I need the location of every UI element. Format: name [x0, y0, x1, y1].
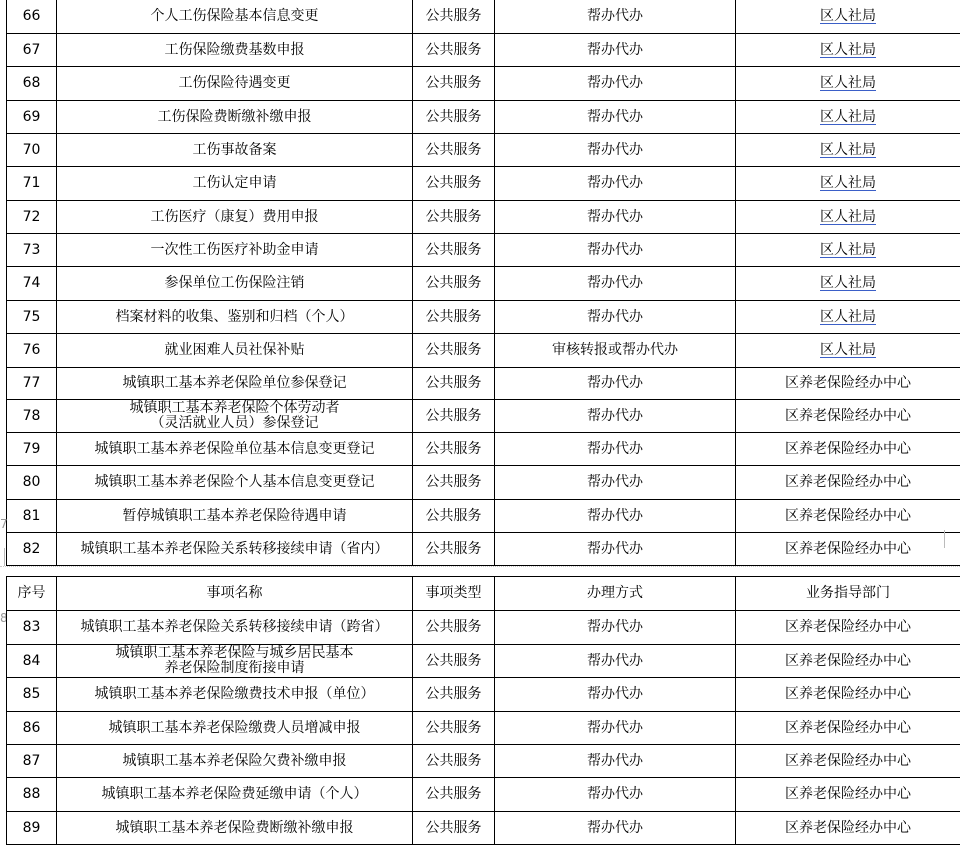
- table-row: [7, 0, 960, 34]
- cell-type: [413, 466, 495, 500]
- cell-method-text: 帮办代办: [587, 408, 643, 424]
- cell-no-text: 80: [23, 474, 41, 490]
- cell-type: [413, 0, 495, 34]
- cell-method-text: 帮办代办: [587, 753, 643, 769]
- cell-no-text: 67: [23, 42, 41, 58]
- cell-name-line-2: （灵活就业人员）参保登记: [59, 416, 410, 431]
- cell-no: [7, 678, 57, 712]
- cell-no-text: 85: [23, 686, 41, 702]
- cell-method: [495, 778, 736, 812]
- cell-name: [57, 368, 413, 400]
- cell-no: [7, 466, 57, 500]
- cell-no-text: 70: [23, 142, 41, 158]
- table-row: [7, 134, 960, 167]
- cell-method-text: 帮办代办: [587, 109, 643, 125]
- cell-name: [57, 712, 413, 745]
- cell-type-text: 公共服务: [426, 109, 482, 125]
- table-row: [7, 34, 960, 67]
- cell-dept: [736, 645, 960, 678]
- cell-name-text: 城镇职工基本养老保险关系转移接续申请（跨省）: [81, 619, 389, 635]
- cell-dept-text: 区人社局: [820, 142, 876, 158]
- cell-dept-text: 区养老保险经办中心: [785, 686, 911, 702]
- cell-dept: [736, 267, 960, 301]
- cell-name: [57, 745, 413, 778]
- cell-dept: [736, 334, 960, 368]
- cell-name: [57, 101, 413, 134]
- header-type: 事项类型: [413, 577, 495, 611]
- cell-no: [7, 0, 57, 34]
- cell-name-text: 城镇职工基本养老保险单位基本信息变更登记: [95, 441, 375, 457]
- cell-method: [495, 267, 736, 301]
- cell-dept-text: 区人社局: [820, 8, 876, 24]
- table-row: [7, 67, 960, 101]
- cell-name-text: 档案材料的收集、鉴别和归档（个人）: [116, 309, 354, 325]
- cell-type-text: 公共服务: [426, 309, 482, 325]
- cell-no-text: 74: [23, 275, 41, 291]
- cell-method-text: 帮办代办: [587, 242, 643, 258]
- cell-dept: [736, 301, 960, 334]
- cell-type-text: 公共服务: [426, 441, 482, 457]
- cell-type-text: 公共服务: [426, 142, 482, 158]
- cell-method: [495, 745, 736, 778]
- cell-type: [413, 400, 495, 433]
- cell-name: [57, 234, 413, 267]
- cell-dept: [736, 500, 960, 533]
- cell-type-text: 公共服务: [426, 619, 482, 635]
- cell-method-text: 帮办代办: [587, 474, 643, 490]
- cell-no: [7, 368, 57, 400]
- cell-type: [413, 201, 495, 234]
- cell-dept: [736, 533, 960, 566]
- cell-dept-text: 区养老保险经办中心: [785, 408, 911, 424]
- cell-dept: [736, 466, 960, 500]
- cell-no-text: 66: [23, 8, 41, 24]
- cell-no: [7, 712, 57, 745]
- cell-method-text: 帮办代办: [587, 653, 643, 669]
- cell-dept: [736, 433, 960, 466]
- cell-method-text: 帮办代办: [587, 619, 643, 635]
- cell-no-text: 71: [23, 175, 41, 191]
- cell-no-text: 77: [23, 375, 41, 391]
- table-row: [7, 533, 960, 566]
- cell-name: [57, 201, 413, 234]
- cell-no: [7, 67, 57, 101]
- table-row: [7, 745, 960, 778]
- cell-dept-text: 区养老保险经办中心: [785, 441, 911, 457]
- cell-method: [495, 500, 736, 533]
- cell-method-text: 帮办代办: [587, 42, 643, 58]
- cell-type-text: 公共服务: [426, 820, 482, 836]
- cell-method-text: 审核转报或帮办代办: [552, 342, 678, 358]
- cell-no-text: 81: [23, 508, 41, 524]
- cell-name: [57, 34, 413, 67]
- cell-method: [495, 0, 736, 34]
- cell-name-text: 城镇职工基本养老保险缴费技术申报（单位）: [95, 686, 375, 702]
- cell-no: [7, 533, 57, 566]
- cell-type-text: 公共服务: [426, 508, 482, 524]
- cell-type-text: 公共服务: [426, 209, 482, 225]
- cell-name: [57, 267, 413, 301]
- cell-method-text: 帮办代办: [587, 375, 643, 391]
- table-row: [7, 368, 960, 400]
- cell-no-text: 75: [23, 309, 41, 325]
- cell-method: [495, 34, 736, 67]
- cell-method-text: 帮办代办: [587, 175, 643, 191]
- cell-type-text: 公共服务: [426, 8, 482, 24]
- cell-type: [413, 745, 495, 778]
- cell-no-text: 84: [23, 653, 41, 669]
- cell-method-text: 帮办代办: [587, 209, 643, 225]
- cell-name-text: 城镇职工基本养老保险费断缴补缴申报: [116, 820, 354, 836]
- cell-type-text: 公共服务: [426, 275, 482, 291]
- cell-no-text: 87: [23, 753, 41, 769]
- cell-type: [413, 500, 495, 533]
- cell-no: [7, 234, 57, 267]
- cell-type: [413, 712, 495, 745]
- cell-no: [7, 645, 57, 678]
- cell-method: [495, 134, 736, 167]
- cell-method-text: 帮办代办: [587, 786, 643, 802]
- cell-name-text: 城镇职工基本养老保险欠费补缴申报: [123, 753, 347, 769]
- cell-name: [57, 645, 413, 678]
- page-break-line: [0, 566, 960, 567]
- cell-type: [413, 433, 495, 466]
- cell-dept: [736, 712, 960, 745]
- cell-name-text: 个人工伤保险基本信息变更: [151, 8, 319, 24]
- cell-no-text: 88: [23, 786, 41, 802]
- cell-method-text: 帮办代办: [587, 142, 643, 158]
- cell-name-text: 工伤事故备案: [193, 142, 277, 158]
- cell-method: [495, 533, 736, 566]
- cell-name-text: 一次性工伤医疗补助金申请: [151, 242, 319, 258]
- cell-name: [57, 433, 413, 466]
- cell-no: [7, 201, 57, 234]
- cell-method: [495, 712, 736, 745]
- cell-type-text: 公共服务: [426, 75, 482, 91]
- cell-type: [413, 533, 495, 566]
- cell-method-text: 帮办代办: [587, 75, 643, 91]
- cell-no-text: 73: [23, 242, 41, 258]
- cell-dept-text: 区养老保险经办中心: [785, 720, 911, 736]
- cell-method-text: 帮办代办: [587, 309, 643, 325]
- cell-name: [57, 301, 413, 334]
- cell-dept: [736, 778, 960, 812]
- cell-type: [413, 234, 495, 267]
- table-row: [7, 101, 960, 134]
- cell-dept-text: 区人社局: [820, 242, 876, 258]
- cell-method: [495, 433, 736, 466]
- cell-type-text: 公共服务: [426, 686, 482, 702]
- service-table-page-1: [6, 0, 960, 566]
- cell-method: [495, 611, 736, 645]
- cell-no-text: 68: [23, 75, 41, 91]
- cell-name-text: 工伤保险待遇变更: [179, 75, 291, 91]
- cell-name-text: 城镇职工基本养老保险个人基本信息变更登记: [95, 474, 375, 490]
- cell-name-text: 城镇职工基本养老保险单位参保登记: [123, 375, 347, 391]
- cell-dept: [736, 67, 960, 101]
- table-row: [7, 712, 960, 745]
- cell-dept-text: 区人社局: [820, 175, 876, 191]
- cell-name: [57, 134, 413, 167]
- cell-method-text: 帮办代办: [587, 686, 643, 702]
- cell-dept-text: 区养老保险经办中心: [785, 619, 911, 635]
- cell-name-text: 工伤医疗（康复）费用申报: [151, 209, 319, 225]
- cell-name-text: 暂停城镇职工基本养老保险待遇申请: [123, 508, 347, 524]
- table-row: [7, 167, 960, 201]
- table-row: [7, 500, 960, 533]
- cell-method-text: 帮办代办: [587, 541, 643, 557]
- cell-no: [7, 745, 57, 778]
- margin-line-number: 7: [0, 517, 8, 531]
- cell-dept: [736, 134, 960, 167]
- cell-method-text: 帮办代办: [587, 508, 643, 524]
- cell-name: [57, 500, 413, 533]
- table-row: [7, 400, 960, 433]
- cell-name: [57, 167, 413, 201]
- cell-no-text: 72: [23, 209, 41, 225]
- cell-method: [495, 645, 736, 678]
- cell-type-text: 公共服务: [426, 653, 482, 669]
- cell-type: [413, 368, 495, 400]
- cell-no: [7, 611, 57, 645]
- cell-type: [413, 778, 495, 812]
- cell-type: [413, 67, 495, 101]
- cell-name: [57, 778, 413, 812]
- cell-name: [57, 334, 413, 368]
- table-row: [7, 234, 960, 267]
- cell-name-text: 工伤保险费断缴补缴申报: [158, 109, 312, 125]
- cell-type-text: 公共服务: [426, 720, 482, 736]
- cell-type-text: 公共服务: [426, 786, 482, 802]
- cell-name: [57, 466, 413, 500]
- cell-no-text: 78: [23, 408, 41, 424]
- cell-method-text: 帮办代办: [587, 820, 643, 836]
- cell-dept-text: 区养老保险经办中心: [785, 786, 911, 802]
- header-no: 序号: [7, 577, 57, 611]
- cell-type: [413, 101, 495, 134]
- cell-type-text: 公共服务: [426, 408, 482, 424]
- cell-dept-text: 区人社局: [820, 309, 876, 325]
- cell-dept: [736, 400, 960, 433]
- cell-method: [495, 368, 736, 400]
- cell-dept-text: 区人社局: [820, 109, 876, 125]
- cell-type-text: 公共服务: [426, 375, 482, 391]
- cell-dept-text: 区养老保险经办中心: [785, 820, 911, 836]
- cell-no-text: 89: [23, 820, 41, 836]
- cell-type-text: 公共服务: [426, 175, 482, 191]
- page-corner-mark-right: [944, 530, 949, 548]
- table-row: [7, 433, 960, 466]
- cell-type: [413, 645, 495, 678]
- cell-dept-text: 区养老保险经办中心: [785, 541, 911, 557]
- cell-no: [7, 301, 57, 334]
- cell-method: [495, 400, 736, 433]
- table-row: [7, 334, 960, 368]
- cell-no-text: 79: [23, 441, 41, 457]
- cell-method: [495, 334, 736, 368]
- cell-no: [7, 778, 57, 812]
- cell-method-text: 帮办代办: [587, 720, 643, 736]
- table-row: [7, 611, 960, 645]
- cell-no-text: 82: [23, 541, 41, 557]
- cell-method: [495, 101, 736, 134]
- cell-type-text: 公共服务: [426, 753, 482, 769]
- cell-dept: [736, 0, 960, 34]
- cell-no: [7, 400, 57, 433]
- cell-dept: [736, 368, 960, 400]
- cell-dept: [736, 34, 960, 67]
- cell-dept-text: 区人社局: [820, 42, 876, 58]
- cell-dept: [736, 745, 960, 778]
- cell-name-text: 工伤认定申请: [193, 175, 277, 191]
- service-table-page-2: [6, 576, 960, 845]
- cell-type: [413, 34, 495, 67]
- cell-no: [7, 500, 57, 533]
- cell-no: [7, 267, 57, 301]
- cell-type-text: 公共服务: [426, 541, 482, 557]
- cell-name: [57, 533, 413, 566]
- cell-dept: [736, 678, 960, 712]
- cell-no: [7, 167, 57, 201]
- cell-name-text: 城镇职工基本养老保险费延缴申请（个人）: [102, 786, 368, 802]
- table-row: [7, 678, 960, 712]
- cell-type: [413, 611, 495, 645]
- cell-type: [413, 167, 495, 201]
- cell-type: [413, 301, 495, 334]
- cell-name-text: 参保单位工伤保险注销: [165, 275, 305, 291]
- cell-no: [7, 433, 57, 466]
- cell-type-text: 公共服务: [426, 342, 482, 358]
- cell-type-text: 公共服务: [426, 242, 482, 258]
- cell-method: [495, 234, 736, 267]
- cell-name: [57, 678, 413, 712]
- cell-no-text: 69: [23, 109, 41, 125]
- cell-method-text: 帮办代办: [587, 275, 643, 291]
- cell-name: [57, 0, 413, 34]
- cell-dept-text: 区养老保险经办中心: [785, 508, 911, 524]
- table-row: [7, 466, 960, 500]
- cell-method: [495, 466, 736, 500]
- table-header-row: [7, 577, 960, 611]
- cell-dept: [736, 201, 960, 234]
- cell-dept-text: 区人社局: [820, 75, 876, 91]
- cell-name-line-1: 城镇职工基本养老保险个体劳动者: [59, 401, 410, 416]
- table-row: [7, 201, 960, 234]
- cell-name: [57, 611, 413, 645]
- cell-name-text: 城镇职工基本养老保险关系转移接续申请（省内）: [81, 541, 389, 557]
- cell-name-text: 工伤保险缴费基数申报: [165, 42, 305, 58]
- cell-type-text: 公共服务: [426, 42, 482, 58]
- cell-dept: [736, 611, 960, 645]
- cell-no-text: 76: [23, 342, 41, 358]
- cell-name-text: 城镇职工基本养老保险缴费人员增减申报: [109, 720, 361, 736]
- cell-method: [495, 678, 736, 712]
- cell-no: [7, 34, 57, 67]
- cell-method: [495, 167, 736, 201]
- cell-type: [413, 134, 495, 167]
- cell-dept-text: 区人社局: [820, 275, 876, 291]
- cell-dept: [736, 234, 960, 267]
- cell-method-text: 帮办代办: [587, 8, 643, 24]
- cell-no-text: 86: [23, 720, 41, 736]
- cell-dept-text: 区人社局: [820, 209, 876, 225]
- margin-line-number: 8: [0, 611, 8, 625]
- cell-name: [57, 400, 413, 433]
- table-row: [7, 645, 960, 678]
- cell-dept-text: 区养老保险经办中心: [785, 474, 911, 490]
- cell-no-text: 83: [23, 619, 41, 635]
- cell-method: [495, 301, 736, 334]
- cell-name-line-1: 城镇职工基本养老保险与城乡居民基本: [59, 646, 410, 661]
- cell-no: [7, 334, 57, 368]
- header-method: 办理方式: [495, 577, 736, 611]
- cell-name-text: 就业困难人员社保补贴: [165, 342, 305, 358]
- table-row: [7, 778, 960, 812]
- cell-type-text: 公共服务: [426, 474, 482, 490]
- cell-dept-text: 区养老保险经办中心: [785, 375, 911, 391]
- cell-name-line-2: 养老保险制度衔接申请: [59, 661, 410, 676]
- cell-name: [57, 67, 413, 101]
- cell-method: [495, 67, 736, 101]
- table-row: [7, 267, 960, 301]
- page-corner-mark-left: [0, 548, 5, 566]
- cell-dept: [736, 167, 960, 201]
- cell-method-text: 帮办代办: [587, 441, 643, 457]
- cell-method: [495, 201, 736, 234]
- cell-dept: [736, 101, 960, 134]
- header-name: 事项名称: [57, 577, 413, 611]
- cell-dept-text: 区养老保险经办中心: [785, 753, 911, 769]
- header-dept: 业务指导部门: [736, 577, 960, 611]
- cell-no: [7, 134, 57, 167]
- cell-type: [413, 678, 495, 712]
- table-row: [7, 301, 960, 334]
- cell-no: [7, 101, 57, 134]
- cell-type: [413, 334, 495, 368]
- cell-dept-text: 区养老保险经办中心: [785, 653, 911, 669]
- cell-type: [413, 267, 495, 301]
- cell-dept-text: 区人社局: [820, 342, 876, 358]
